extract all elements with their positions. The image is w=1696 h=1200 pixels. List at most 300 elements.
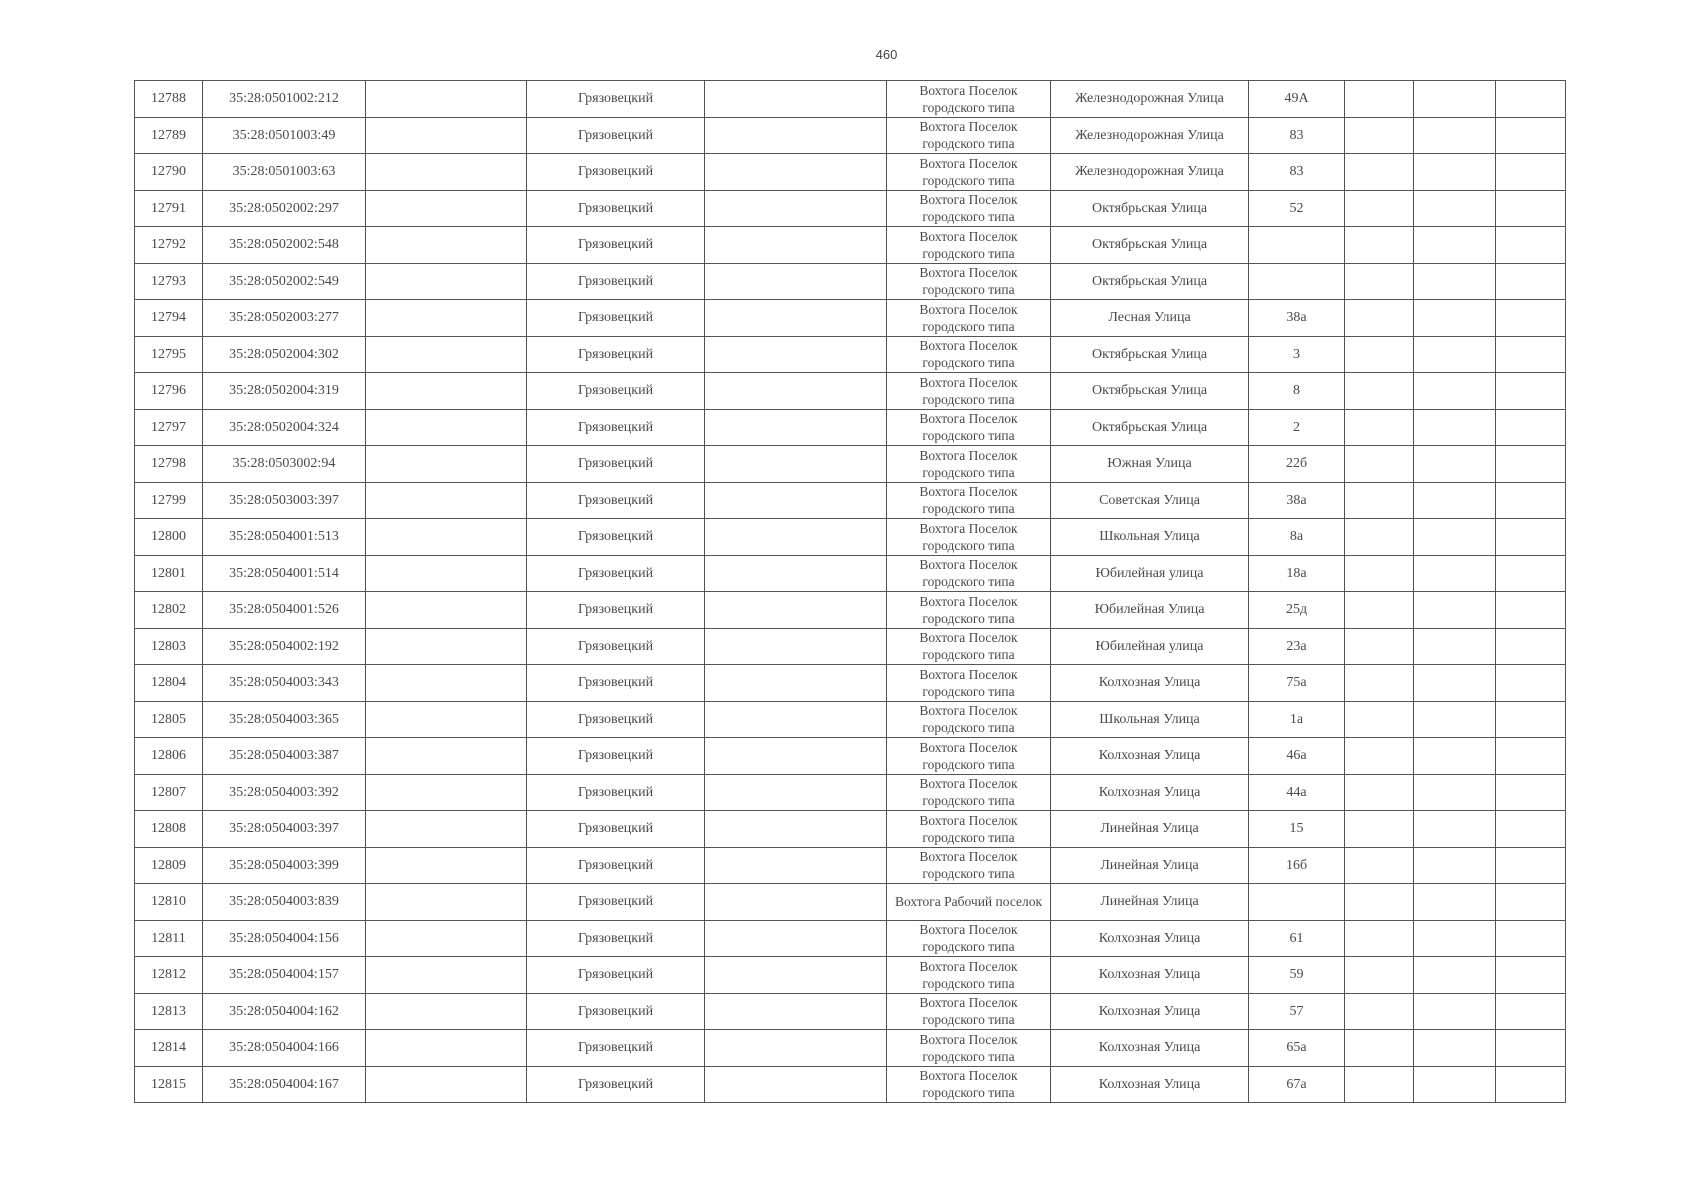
cell-street: Юбилейная улица [1051, 555, 1249, 592]
cell-street: Октябрьская Улица [1051, 336, 1249, 373]
cell-house-number: 38а [1249, 300, 1345, 337]
cell-locality: Вохтога Поселок городского типа [887, 300, 1051, 337]
cell-locality: Вохтога Поселок городского типа [887, 190, 1051, 227]
cell-district: Грязовецкий [527, 300, 705, 337]
cell-blank-11 [1496, 81, 1566, 118]
cell-blank-3 [366, 409, 527, 446]
cell-locality: Вохтога Поселок городского типа [887, 957, 1051, 994]
cell-cadastral-number: 35:28:0504003:387 [203, 738, 366, 775]
cell-row-number: 12804 [135, 665, 203, 702]
cell-blank-5 [705, 847, 887, 884]
cell-district: Грязовецкий [527, 1066, 705, 1103]
table-row [135, 920, 1566, 957]
cell-blank-11 [1496, 555, 1566, 592]
cell-blank-10 [1414, 300, 1496, 337]
cell-blank-10 [1414, 993, 1496, 1030]
table-row [135, 738, 1566, 775]
cell-district: Грязовецкий [527, 811, 705, 848]
cell-blank-3 [366, 555, 527, 592]
cell-blank-5 [705, 154, 887, 191]
cell-house-number: 3 [1249, 336, 1345, 373]
cell-cadastral-number: 35:28:0502004:302 [203, 336, 366, 373]
register-table [134, 80, 1566, 1103]
cell-blank-10 [1414, 1066, 1496, 1103]
cell-blank-9 [1345, 227, 1414, 264]
cell-locality: Вохтога Поселок городского типа [887, 665, 1051, 702]
cell-street: Колхозная Улица [1051, 993, 1249, 1030]
cell-blank-11 [1496, 300, 1566, 337]
cell-street: Октябрьская Улица [1051, 373, 1249, 410]
cell-cadastral-number: 35:28:0504002:192 [203, 628, 366, 665]
cell-blank-11 [1496, 592, 1566, 629]
table-row [135, 263, 1566, 300]
cell-blank-5 [705, 482, 887, 519]
table-row [135, 993, 1566, 1030]
cell-street: Колхозная Улица [1051, 774, 1249, 811]
table-row [135, 336, 1566, 373]
cell-blank-9 [1345, 409, 1414, 446]
cell-blank-11 [1496, 1030, 1566, 1067]
cell-district: Грязовецкий [527, 1030, 705, 1067]
cell-row-number: 12813 [135, 993, 203, 1030]
table-row [135, 555, 1566, 592]
cell-blank-5 [705, 701, 887, 738]
cell-blank-3 [366, 519, 527, 556]
cell-blank-5 [705, 519, 887, 556]
cell-row-number: 12805 [135, 701, 203, 738]
cell-blank-5 [705, 336, 887, 373]
cell-cadastral-number: 35:28:0504003:399 [203, 847, 366, 884]
cell-locality: Вохтога Поселок городского типа [887, 154, 1051, 191]
cell-row-number: 12801 [135, 555, 203, 592]
cell-blank-9 [1345, 263, 1414, 300]
cell-house-number: 22б [1249, 446, 1345, 483]
cell-cadastral-number: 35:28:0502002:297 [203, 190, 366, 227]
cell-blank-3 [366, 811, 527, 848]
cell-locality: Вохтога Поселок городского типа [887, 336, 1051, 373]
cell-blank-5 [705, 738, 887, 775]
cell-cadastral-number: 35:28:0504001:513 [203, 519, 366, 556]
cell-cadastral-number: 35:28:0504003:392 [203, 774, 366, 811]
cell-row-number: 12798 [135, 446, 203, 483]
cell-row-number: 12803 [135, 628, 203, 665]
cell-street: Линейная Улица [1051, 884, 1249, 921]
cell-cadastral-number: 35:28:0503002:94 [203, 446, 366, 483]
table-row [135, 665, 1566, 702]
cell-street: Юбилейная улица [1051, 628, 1249, 665]
cell-house-number: 1а [1249, 701, 1345, 738]
cell-district: Грязовецкий [527, 482, 705, 519]
cell-row-number: 12797 [135, 409, 203, 446]
cell-row-number: 12814 [135, 1030, 203, 1067]
cell-street: Октябрьская Улица [1051, 190, 1249, 227]
cell-district: Грязовецкий [527, 774, 705, 811]
cell-locality: Вохтога Поселок городского типа [887, 592, 1051, 629]
cell-district: Грязовецкий [527, 227, 705, 264]
cell-house-number: 15 [1249, 811, 1345, 848]
cell-locality: Вохтога Поселок городского типа [887, 738, 1051, 775]
cell-house-number: 18а [1249, 555, 1345, 592]
cell-locality: Вохтога Поселок городского типа [887, 1030, 1051, 1067]
cell-blank-5 [705, 920, 887, 957]
cell-district: Грязовецкий [527, 336, 705, 373]
cell-district: Грязовецкий [527, 665, 705, 702]
cell-blank-10 [1414, 811, 1496, 848]
cell-street: Колхозная Улица [1051, 665, 1249, 702]
cell-blank-11 [1496, 993, 1566, 1030]
cell-blank-9 [1345, 957, 1414, 994]
cell-blank-5 [705, 628, 887, 665]
cell-cadastral-number: 35:28:0501002:212 [203, 81, 366, 118]
cell-blank-5 [705, 1030, 887, 1067]
cell-blank-11 [1496, 482, 1566, 519]
cell-cadastral-number: 35:28:0502004:319 [203, 373, 366, 410]
table-row [135, 300, 1566, 337]
cell-cadastral-number: 35:28:0504003:365 [203, 701, 366, 738]
cell-blank-10 [1414, 263, 1496, 300]
table-row [135, 190, 1566, 227]
cell-cadastral-number: 35:28:0504001:526 [203, 592, 366, 629]
cell-row-number: 12802 [135, 592, 203, 629]
cell-house-number: 38а [1249, 482, 1345, 519]
cell-blank-9 [1345, 701, 1414, 738]
page-number: 460 [875, 47, 898, 62]
cell-locality: Вохтога Поселок городского типа [887, 1066, 1051, 1103]
cell-house-number: 57 [1249, 993, 1345, 1030]
cell-district: Грязовецкий [527, 628, 705, 665]
cell-blank-10 [1414, 373, 1496, 410]
table-row [135, 482, 1566, 519]
cell-blank-3 [366, 446, 527, 483]
cell-row-number: 12810 [135, 884, 203, 921]
cell-blank-9 [1345, 446, 1414, 483]
cell-blank-10 [1414, 154, 1496, 191]
cell-street: Школьная Улица [1051, 701, 1249, 738]
cell-blank-11 [1496, 701, 1566, 738]
cell-blank-5 [705, 409, 887, 446]
cell-blank-9 [1345, 519, 1414, 556]
cell-street: Колхозная Улица [1051, 1030, 1249, 1067]
cell-blank-11 [1496, 117, 1566, 154]
cell-house-number: 49А [1249, 81, 1345, 118]
cell-house-number: 52 [1249, 190, 1345, 227]
cell-blank-11 [1496, 519, 1566, 556]
cell-house-number: 67а [1249, 1066, 1345, 1103]
cell-house-number: 83 [1249, 154, 1345, 191]
cell-blank-11 [1496, 263, 1566, 300]
cell-street: Юбилейная Улица [1051, 592, 1249, 629]
cell-blank-9 [1345, 774, 1414, 811]
cell-blank-5 [705, 957, 887, 994]
cell-cadastral-number: 35:28:0504004:156 [203, 920, 366, 957]
cell-street: Октябрьская Улица [1051, 409, 1249, 446]
cell-blank-11 [1496, 665, 1566, 702]
cell-district: Грязовецкий [527, 409, 705, 446]
cell-locality: Вохтога Поселок городского типа [887, 519, 1051, 556]
cell-district: Грязовецкий [527, 957, 705, 994]
cell-blank-3 [366, 920, 527, 957]
cell-locality: Вохтога Поселок городского типа [887, 409, 1051, 446]
cell-cadastral-number: 35:28:0501003:63 [203, 154, 366, 191]
cell-house-number: 65а [1249, 1030, 1345, 1067]
cell-blank-3 [366, 373, 527, 410]
cell-blank-10 [1414, 336, 1496, 373]
cell-cadastral-number: 35:28:0501003:49 [203, 117, 366, 154]
cell-street: Октябрьская Улица [1051, 227, 1249, 264]
cell-blank-11 [1496, 1066, 1566, 1103]
cell-blank-3 [366, 592, 527, 629]
table-row [135, 774, 1566, 811]
cell-blank-5 [705, 1066, 887, 1103]
cell-locality: Вохтога Поселок городского типа [887, 117, 1051, 154]
cell-blank-11 [1496, 811, 1566, 848]
cell-house-number: 25д [1249, 592, 1345, 629]
cell-blank-3 [366, 884, 527, 921]
cell-cadastral-number: 35:28:0504004:157 [203, 957, 366, 994]
cell-blank-9 [1345, 300, 1414, 337]
cell-blank-5 [705, 227, 887, 264]
cell-blank-10 [1414, 446, 1496, 483]
cell-blank-3 [366, 190, 527, 227]
cell-blank-11 [1496, 227, 1566, 264]
cell-row-number: 12789 [135, 117, 203, 154]
cell-street: Школьная Улица [1051, 519, 1249, 556]
cell-row-number: 12811 [135, 920, 203, 957]
cell-street: Железнодорожная Улица [1051, 154, 1249, 191]
cell-blank-10 [1414, 555, 1496, 592]
cell-blank-3 [366, 300, 527, 337]
cell-blank-3 [366, 701, 527, 738]
cell-blank-5 [705, 300, 887, 337]
cell-blank-10 [1414, 738, 1496, 775]
cell-blank-10 [1414, 774, 1496, 811]
cell-street: Линейная Улица [1051, 847, 1249, 884]
cell-house-number: 16б [1249, 847, 1345, 884]
cell-district: Грязовецкий [527, 920, 705, 957]
table-row [135, 117, 1566, 154]
cell-locality: Вохтога Поселок городского типа [887, 446, 1051, 483]
table-row [135, 227, 1566, 264]
cell-blank-11 [1496, 884, 1566, 921]
table-row [135, 519, 1566, 556]
cell-street: Колхозная Улица [1051, 957, 1249, 994]
cell-cadastral-number: 35:28:0504003:397 [203, 811, 366, 848]
cell-blank-11 [1496, 446, 1566, 483]
cell-blank-5 [705, 774, 887, 811]
cell-row-number: 12806 [135, 738, 203, 775]
cell-blank-9 [1345, 920, 1414, 957]
cell-locality: Вохтога Поселок городского типа [887, 847, 1051, 884]
cell-district: Грязовецкий [527, 884, 705, 921]
table-row [135, 81, 1566, 118]
cell-locality: Вохтога Поселок городского типа [887, 227, 1051, 264]
cell-house-number [1249, 884, 1345, 921]
cell-district: Грязовецкий [527, 117, 705, 154]
cell-blank-11 [1496, 336, 1566, 373]
cell-blank-11 [1496, 373, 1566, 410]
cell-blank-10 [1414, 701, 1496, 738]
cell-blank-10 [1414, 117, 1496, 154]
cell-blank-5 [705, 993, 887, 1030]
cell-house-number: 23а [1249, 628, 1345, 665]
cell-blank-5 [705, 263, 887, 300]
cell-blank-3 [366, 263, 527, 300]
cell-row-number: 12790 [135, 154, 203, 191]
cell-blank-10 [1414, 665, 1496, 702]
cell-street: Колхозная Улица [1051, 738, 1249, 775]
cell-district: Грязовецкий [527, 154, 705, 191]
cell-district: Грязовецкий [527, 701, 705, 738]
cell-row-number: 12800 [135, 519, 203, 556]
cell-row-number: 12792 [135, 227, 203, 264]
cell-blank-10 [1414, 628, 1496, 665]
cell-blank-9 [1345, 373, 1414, 410]
cell-house-number: 83 [1249, 117, 1345, 154]
cell-district: Грязовецкий [527, 592, 705, 629]
cell-house-number [1249, 227, 1345, 264]
cell-blank-10 [1414, 482, 1496, 519]
cell-blank-5 [705, 373, 887, 410]
cell-cadastral-number: 35:28:0502004:324 [203, 409, 366, 446]
cell-blank-11 [1496, 738, 1566, 775]
cell-blank-5 [705, 811, 887, 848]
table-row [135, 701, 1566, 738]
cell-street: Лесная Улица [1051, 300, 1249, 337]
cell-blank-3 [366, 957, 527, 994]
cell-cadastral-number: 35:28:0504003:839 [203, 884, 366, 921]
cell-blank-11 [1496, 957, 1566, 994]
cell-locality: Вохтога Поселок городского типа [887, 811, 1051, 848]
cell-house-number: 44а [1249, 774, 1345, 811]
cell-cadastral-number: 35:28:0504004:167 [203, 1066, 366, 1103]
cell-blank-3 [366, 738, 527, 775]
cell-district: Грязовецкий [527, 847, 705, 884]
table-row [135, 1066, 1566, 1103]
cell-locality: Вохтога Поселок городского типа [887, 555, 1051, 592]
cell-district: Грязовецкий [527, 373, 705, 410]
cell-row-number: 12788 [135, 81, 203, 118]
table-row [135, 811, 1566, 848]
cell-blank-9 [1345, 847, 1414, 884]
cell-row-number: 12812 [135, 957, 203, 994]
cell-district: Грязовецкий [527, 555, 705, 592]
cell-blank-5 [705, 446, 887, 483]
cell-locality: Вохтога Поселок городского типа [887, 920, 1051, 957]
cell-blank-10 [1414, 592, 1496, 629]
cell-row-number: 12794 [135, 300, 203, 337]
table-row [135, 847, 1566, 884]
cell-blank-10 [1414, 847, 1496, 884]
cell-house-number: 75а [1249, 665, 1345, 702]
cell-blank-10 [1414, 957, 1496, 994]
cell-blank-9 [1345, 993, 1414, 1030]
cell-blank-3 [366, 993, 527, 1030]
cell-row-number: 12791 [135, 190, 203, 227]
cell-house-number: 8 [1249, 373, 1345, 410]
cell-cadastral-number: 35:28:0502003:277 [203, 300, 366, 337]
cell-blank-10 [1414, 519, 1496, 556]
cell-district: Грязовецкий [527, 993, 705, 1030]
cell-row-number: 12799 [135, 482, 203, 519]
table-row [135, 957, 1566, 994]
cell-blank-9 [1345, 154, 1414, 191]
table-row [135, 884, 1566, 921]
table-row [135, 592, 1566, 629]
cell-blank-10 [1414, 190, 1496, 227]
cell-blank-11 [1496, 920, 1566, 957]
cell-locality: Вохтога Поселок городского типа [887, 81, 1051, 118]
cell-locality: Вохтога Поселок городского типа [887, 701, 1051, 738]
cell-cadastral-number: 35:28:0504004:162 [203, 993, 366, 1030]
cell-street: Колхозная Улица [1051, 1066, 1249, 1103]
cell-blank-10 [1414, 1030, 1496, 1067]
cell-district: Грязовецкий [527, 190, 705, 227]
cell-blank-9 [1345, 811, 1414, 848]
cell-row-number: 12809 [135, 847, 203, 884]
cell-cadastral-number: 35:28:0504001:514 [203, 555, 366, 592]
cell-blank-5 [705, 190, 887, 227]
cell-blank-9 [1345, 884, 1414, 921]
cell-street: Железнодорожная Улица [1051, 81, 1249, 118]
table-row [135, 154, 1566, 191]
cell-blank-11 [1496, 154, 1566, 191]
cell-blank-10 [1414, 920, 1496, 957]
cell-blank-3 [366, 665, 527, 702]
cell-row-number: 12796 [135, 373, 203, 410]
cell-blank-5 [705, 555, 887, 592]
cell-blank-5 [705, 592, 887, 629]
cell-blank-5 [705, 665, 887, 702]
cell-blank-11 [1496, 409, 1566, 446]
cell-street: Линейная Улица [1051, 811, 1249, 848]
cell-locality: Вохтога Поселок городского типа [887, 628, 1051, 665]
cell-cadastral-number: 35:28:0502002:549 [203, 263, 366, 300]
cell-cadastral-number: 35:28:0504003:343 [203, 665, 366, 702]
cell-blank-11 [1496, 628, 1566, 665]
cell-blank-3 [366, 847, 527, 884]
cell-blank-3 [366, 628, 527, 665]
register-body [135, 81, 1566, 1103]
cell-cadastral-number: 35:28:0504004:166 [203, 1030, 366, 1067]
cell-house-number: 8а [1249, 519, 1345, 556]
cell-blank-9 [1345, 117, 1414, 154]
cell-locality: Вохтога Поселок городского типа [887, 482, 1051, 519]
cell-locality: Вохтога Поселок городского типа [887, 373, 1051, 410]
cell-blank-9 [1345, 738, 1414, 775]
cell-blank-3 [366, 336, 527, 373]
cell-blank-3 [366, 482, 527, 519]
cell-street: Железнодорожная Улица [1051, 117, 1249, 154]
cell-blank-9 [1345, 592, 1414, 629]
cell-row-number: 12815 [135, 1066, 203, 1103]
cell-blank-10 [1414, 409, 1496, 446]
cell-cadastral-number: 35:28:0502002:548 [203, 227, 366, 264]
cell-blank-11 [1496, 190, 1566, 227]
cell-street: Южная Улица [1051, 446, 1249, 483]
cell-district: Грязовецкий [527, 81, 705, 118]
cell-blank-9 [1345, 1030, 1414, 1067]
cell-blank-3 [366, 774, 527, 811]
table-row [135, 373, 1566, 410]
cell-blank-9 [1345, 336, 1414, 373]
cell-locality: Вохтога Поселок городского типа [887, 774, 1051, 811]
cell-blank-3 [366, 1066, 527, 1103]
cell-district: Грязовецкий [527, 446, 705, 483]
cell-blank-11 [1496, 847, 1566, 884]
cell-blank-9 [1345, 482, 1414, 519]
cell-row-number: 12793 [135, 263, 203, 300]
cell-row-number: 12808 [135, 811, 203, 848]
